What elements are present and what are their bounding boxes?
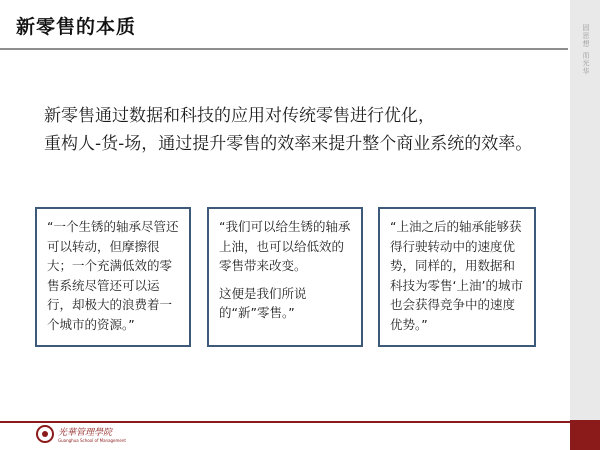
quote-card-2-text-1: “我们可以给生锈的轴承上油，也可以给低效的零售带来改变。 bbox=[219, 219, 351, 273]
title-divider bbox=[0, 48, 568, 50]
school-logo bbox=[36, 425, 126, 443]
slide-title: 新零售的本质 bbox=[16, 16, 137, 38]
logo-name: 光華管理學院 bbox=[58, 428, 113, 438]
side-strip bbox=[570, 0, 600, 450]
footer-divider bbox=[0, 421, 570, 423]
lead-line-2: 重构人-货-场，通过提升零售的效率来提升整个商业系统的效率。 bbox=[44, 134, 533, 154]
quote-card-2 bbox=[207, 207, 363, 347]
logo-subtitle: Guanghua School of Management bbox=[58, 438, 126, 443]
seal-icon bbox=[36, 425, 54, 443]
quote-card-2-text-2: 这便是我们所说的“新”零售。” bbox=[219, 285, 307, 320]
corner-accent bbox=[570, 420, 600, 450]
side-motto: 固思想 而光华 bbox=[582, 24, 590, 76]
lead-line-1: 新零售通过数据和科技的应用对传统零售进行优化， bbox=[44, 106, 435, 126]
quote-card-3 bbox=[378, 207, 536, 347]
quote-card-3-text: “上油之后的轴承能够获得行驶转动中的速度优势，同样的，用数据和科技为零售‘上油’的城市也会获得竞争中的速度优势。” bbox=[390, 219, 523, 332]
quote-card-1 bbox=[35, 207, 191, 347]
lead-statement bbox=[44, 102, 564, 158]
quote-card-1-text: “一个生锈的轴承尽管还可以转动，但摩擦很大；一个充满低效的零售系统尽管还可以运行，却极大的浪费着一个城市的资源。” bbox=[47, 219, 179, 332]
